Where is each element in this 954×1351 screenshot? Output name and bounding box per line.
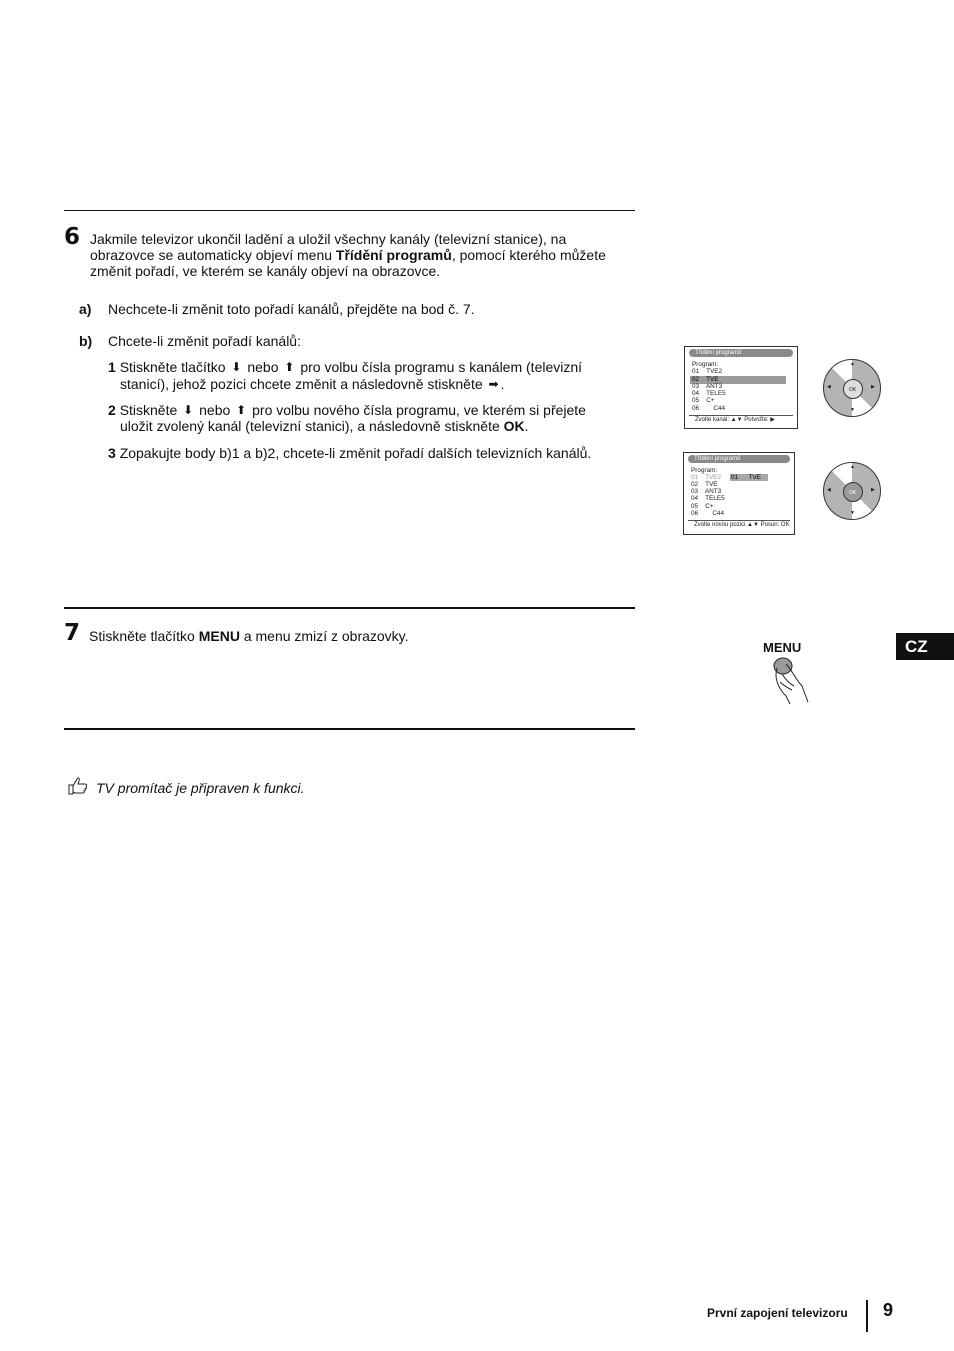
option-a-text: Nechcete-li změnit toto pořadí kanálů, přejděte na bod č. 7. [108, 301, 475, 317]
substep2-line1: 2 Stiskněte ⬇ nebo ⬆ pro volbu nového čísla programu, ve kterém si přejete [108, 402, 586, 418]
step6-line1: Jakmile televizor ukončil ladění a uložil všechny kanály (televizní stanice), na [90, 231, 567, 247]
option-b-label: b) [79, 333, 93, 349]
footer-section-title: První zapojení televizoru [707, 1306, 848, 1320]
ok-button-icon: OK [843, 482, 863, 502]
remote-up-icon: ▲ [850, 361, 855, 367]
bottom-divider [64, 728, 635, 730]
option-a-label: a) [79, 301, 92, 317]
osd1-footer: Zvolte kanál: ▲▼ Potvrďte: ▶ [689, 415, 793, 424]
substep1-line2: stanicí), jehož pozici chcete změnit a následovně stiskněte ➡ . [120, 376, 505, 392]
osd1-row: 02 TVE [692, 376, 719, 383]
substep1-line1: 1 Stiskněte tlačítko ⬇ nebo ⬆ pro volbu čísla programu s kanálem (televizní [108, 359, 583, 375]
arrow-up-icon: ⬆ [284, 360, 295, 374]
step6-line3: změnit pořadí, ve kterém se kanály objeví na obrazovce. [90, 263, 441, 279]
osd1-row: 01 TVE2 [692, 368, 723, 375]
osd1-row: 06 C44 [692, 405, 726, 412]
remote-dpad-1 [823, 359, 881, 417]
note-text: TV promítač je připraven k funkci. [96, 780, 305, 796]
step7-text: Stiskněte tlačítko MENU a menu zmizí z obrazovky. [89, 628, 409, 644]
step6-line2: obrazovce se automaticky objeví menu Třídění programů, pomocí kterého můžete [90, 247, 606, 263]
osd2-row: 04 TELE5 [691, 495, 725, 502]
osd-sort-programs-2 [683, 452, 795, 535]
remote-left-icon: ◀ [827, 487, 831, 493]
step7-number: 7 [64, 620, 81, 646]
step7-divider [64, 607, 635, 609]
remote-up-icon: ▲ [850, 464, 855, 470]
hand-press-icon [768, 656, 814, 706]
osd2-footer: Zvolte novou pozici ▲▼ Posun: OK [688, 520, 790, 529]
osd1-title: Třídění programů [689, 349, 793, 357]
osd1-label: Program: [692, 361, 719, 368]
step6-number: 6 [64, 224, 81, 250]
arrow-right-icon: ➡ [488, 377, 499, 391]
footer-divider [866, 1300, 868, 1332]
remote-down-icon: ▼ [850, 407, 855, 413]
osd1-row: 03 ANT3 [692, 383, 723, 390]
substep2-number: 2 [108, 402, 116, 418]
osd1-row: 05 C+ [692, 397, 715, 404]
substep2-line2: uložit zvolený kanál (televizní stanici), a následovně stiskněte OK. [120, 418, 529, 434]
thumbs-up-icon [67, 776, 89, 796]
osd2-row: 06 C44 [691, 510, 725, 517]
substep3-number: 3 [108, 445, 116, 461]
remote-left-icon: ◀ [827, 384, 831, 390]
remote-right-icon: ▶ [871, 487, 875, 493]
arrow-down-icon: ⬇ [183, 403, 194, 417]
arrow-down-icon: ⬇ [231, 360, 242, 374]
menu-button-label: MENU [763, 640, 802, 655]
remote-right-icon: ▶ [871, 384, 875, 390]
remote-down-icon: ▼ [850, 510, 855, 516]
arrow-up-icon: ⬆ [236, 403, 247, 417]
remote-dpad-2 [823, 462, 881, 520]
substep3-line: 3 Zopakujte body b)1 a b)2, chcete-li změnit pořadí dalších televizních kanálů. [108, 445, 592, 461]
osd2-row: 01 TVE2 [691, 474, 722, 481]
osd2-row: 05 C+ [691, 503, 714, 510]
osd2-row: 03 ANT3 [691, 488, 722, 495]
language-tab: CZ [896, 633, 954, 660]
osd2-row: 02 TVE [691, 481, 718, 488]
osd-sort-programs-1 [684, 346, 798, 429]
osd2-title: Třídění programů [688, 455, 790, 463]
substep1-number: 1 [108, 359, 116, 375]
ok-button-icon: OK [843, 379, 863, 399]
osd1-row: 04 TELE5 [692, 390, 726, 397]
osd2-label: Program: [691, 467, 718, 474]
page-number: 9 [883, 1300, 894, 1320]
osd2-moving-row: 01 TVE [731, 474, 762, 481]
option-b-text: Chcete-li změnit pořadí kanálů: [108, 333, 301, 349]
step6-divider [64, 210, 635, 211]
